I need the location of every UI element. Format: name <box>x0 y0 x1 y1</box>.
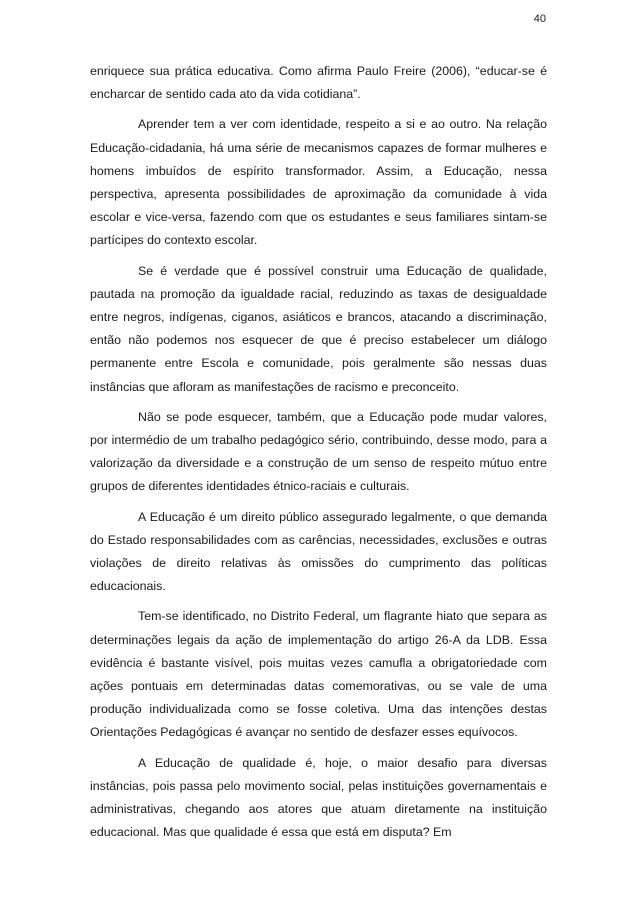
paragraph-continuation: enriquece sua prática educativa. Como afirma Paulo Freire (2006), “educar-se é encharcar de sentido cada ato da vida cotidiana”. <box>90 64 547 102</box>
paragraph-educacao-qualidade: A Educação de qualidade é, hoje, o maior desafio para diversas instâncias, pois passa pelo movimento social, pelas instituições governamentais e administrativas, chegando aos atores que atuam diretamente na instituição educacional. Mas que qualidade é essa que está em disputa? Em <box>90 755 547 840</box>
paragraph-igualdade-racial: Se é verdade que é possível construir uma Educação de qualidade, pautada na promoção da igualdade racial, reduzindo as taxas de desigualdade entre negros, indígenas, ciganos, asiáticos e brancos, atacando a discriminação, então não podemos nos esquecer de que é preciso estabelecer um diálogo permanente entre Escola e comunidade, pois geralmente são nessas duas instâncias que afloram as manifestações de racismo e preconceito. <box>90 263 547 394</box>
paragraph-valores: Não se pode esquecer, também, que a Educação pode mudar valores, por intermédio de um trabalho pedagógico sério, contribuindo, desse modo, para a valorização da diversidade e a construção de um senso de respeito mútuo entre grupos de diferentes identidades étnico-raciais e culturais. <box>90 409 547 494</box>
page-number: 40 <box>533 13 546 25</box>
paragraph-distrito-federal: Tem-se identificado, no Distrito Federal, um flagrante hiato que separa as determinações legais da ação de implementação do artigo 26-A da LDB. Essa evidência é bastante visível, pois muitas vezes camufla a obrigatoriedade com ações pontuais em determinadas datas comemorativas, ou se vale de uma produção individualizada como se fosse coletiva. Uma das intenções destas Orientações Pedagógicas é avançar no sentido de desfazer esses equívocos. <box>90 609 547 740</box>
paragraph-identidade: Aprender tem a ver com identidade, respeito a si e ao outro. Na relação Educação-cidadania, há uma série de mecanismos capazes de formar mulheres e homens imbuídos de espírito transformador. Assim, a Educação, nessa perspectiva, apresenta possibilidades de aproximação da comunidade à vida escolar e vice-versa, fazendo com que os estudantes e seus familiares sintam-se partícipes do contexto escolar. <box>90 117 547 248</box>
document-body <box>90 60 547 852</box>
paragraph-direito-publico: A Educação é um direito público assegurado legalmente, o que demanda do Estado responsabilidades com as carências, necessidades, exclusões e outras violações de direito relativas às omissões do cumprimento das políticas educacionais. <box>90 509 547 594</box>
